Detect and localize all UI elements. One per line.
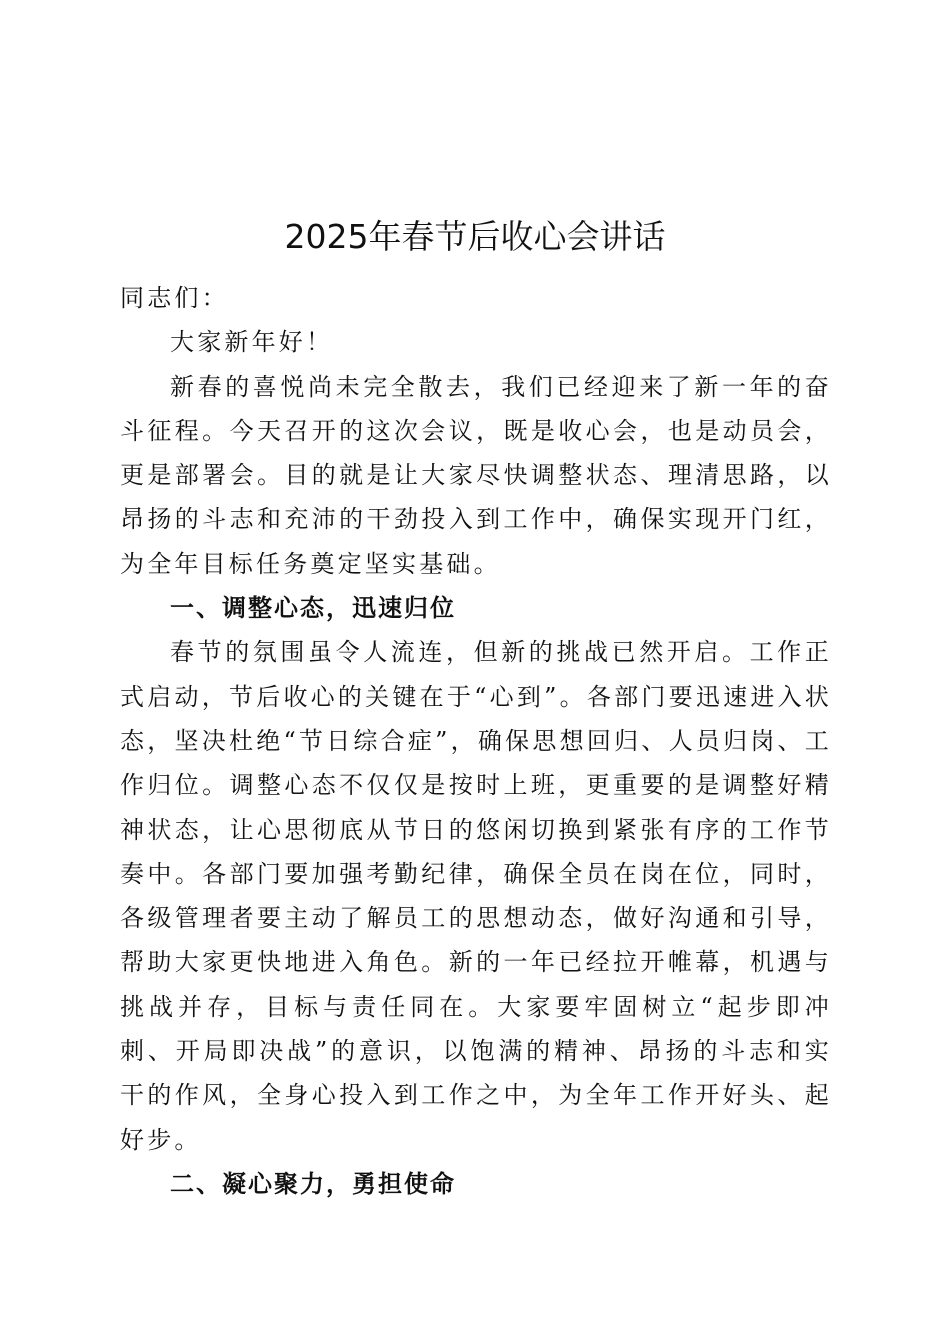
greeting: 大家新年好！ xyxy=(170,328,334,357)
document-body xyxy=(120,276,832,1206)
salutation: 同志们： xyxy=(120,284,229,312)
section-1-heading: 一、调整心态，迅速归位 xyxy=(170,594,456,623)
document-title: 2025年春节后收心会讲话 xyxy=(284,217,666,256)
section-1-paragraph: 春节的氛围虽令人流连，但新的挑战已然开启。工作正式启动，节后收心的关键在于“心到”。各部门要迅速进入状态，坚决杜绝“节日综合症”，确保思想回归、人员归岗、工作归位。调整心态不仅仅是按时上班，更重要的是调整好精神状态，让心思彻底从节日的悠闲切换到紧张有序的工作节奏中。各部门要加强考勤纪律，确保全员在岗在位，同时，各级管理者要主动了解员工的思想动态，做好沟通和引导，帮助大家更快地进入角色。新的一年已经拉开帷幕，机遇与挑战并存，目标与责任同在。大家要牢固树立“起步即冲刺、开局即决战”的意识，以饱满的精神、昂扬的斗志和实干的作风，全身心投入到工作之中，为全年工作开好头、起好步。 xyxy=(120,638,832,1154)
intro-paragraph: 新春的喜悦尚未完全散去，我们已经迎来了新一年的奋斗征程。今天召开的这次会议，既是收心会，也是动员会，更是部署会。目的就是让大家尽快调整状态、理清思路，以昂扬的斗志和充沛的干劲投入到工作中，确保实现开门红，为全年目标任务奠定坚实基础。 xyxy=(120,372,832,578)
section-2-heading: 二、凝心聚力，勇担使命 xyxy=(170,1169,456,1198)
